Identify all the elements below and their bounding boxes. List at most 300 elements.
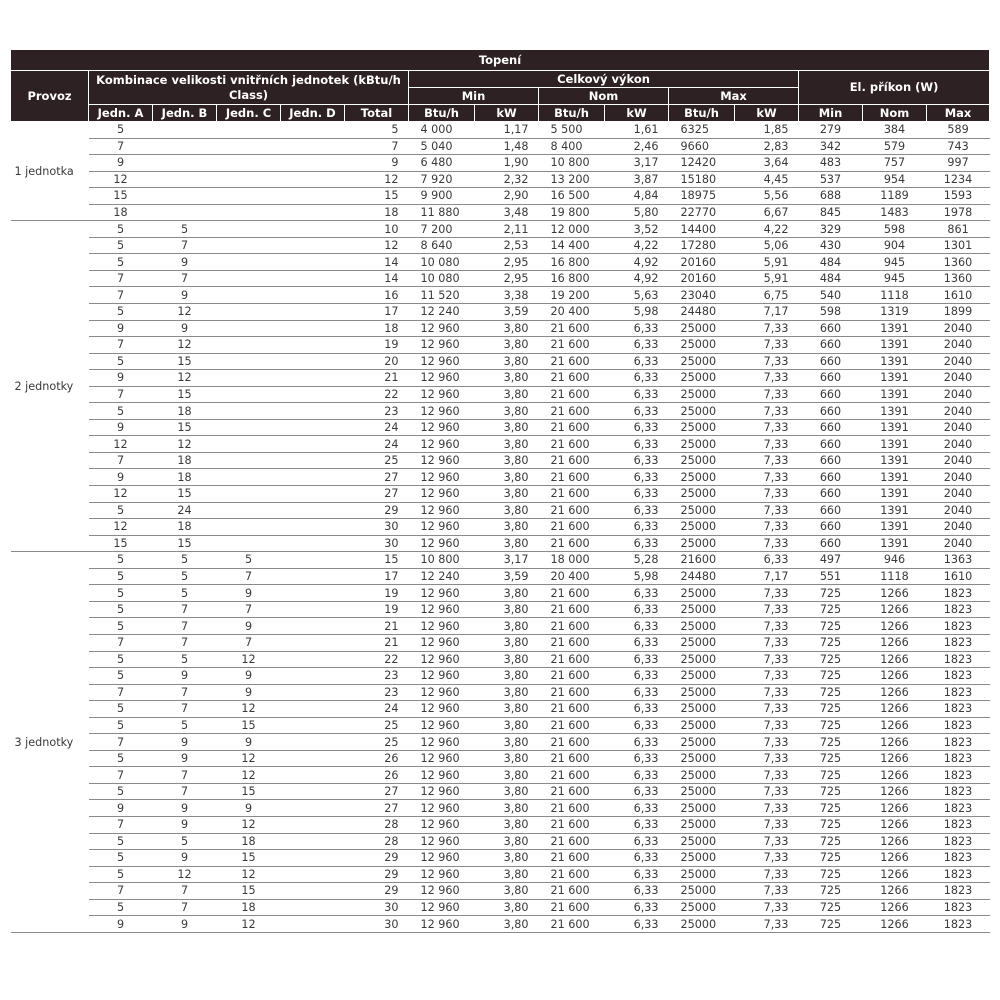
cell-jedn-a: 5 bbox=[89, 254, 153, 271]
table-row bbox=[11, 337, 990, 354]
cell-prikon-nom: 1266 bbox=[863, 883, 927, 900]
cell-max-kw: 7,33 bbox=[735, 618, 799, 635]
cell-max-kw: 6,33 bbox=[735, 552, 799, 569]
cell-prikon-min: 725 bbox=[799, 866, 863, 883]
cell-nom-btu: 21 600 bbox=[539, 502, 605, 519]
cell-jedn-c: 15 bbox=[217, 850, 281, 867]
cell-nom-kw: 6,33 bbox=[605, 916, 669, 933]
cell-max-btu: 25000 bbox=[669, 833, 735, 850]
cell-max-btu: 25000 bbox=[669, 800, 735, 817]
cell-max-kw: 7,33 bbox=[735, 734, 799, 751]
cell-max-kw: 2,83 bbox=[735, 138, 799, 155]
cell-prikon-nom: 946 bbox=[863, 552, 927, 569]
cell-max-kw: 7,33 bbox=[735, 337, 799, 354]
cell-prikon-min: 484 bbox=[799, 270, 863, 287]
cell-total: 14 bbox=[345, 270, 409, 287]
cell-prikon-max: 2040 bbox=[927, 337, 990, 354]
cell-total: 29 bbox=[345, 502, 409, 519]
cell-min-btu: 12 960 bbox=[409, 618, 475, 635]
cell-prikon-max: 1823 bbox=[927, 684, 990, 701]
cell-prikon-min: 725 bbox=[799, 883, 863, 900]
cell-prikon-nom: 757 bbox=[863, 155, 927, 172]
cell-jedn-d bbox=[281, 585, 345, 602]
cell-prikon-max: 1823 bbox=[927, 717, 990, 734]
cell-min-btu: 12 960 bbox=[409, 519, 475, 536]
cell-jedn-d bbox=[281, 171, 345, 188]
cell-max-btu: 25000 bbox=[669, 750, 735, 767]
cell-prikon-max: 2040 bbox=[927, 370, 990, 387]
table-row bbox=[11, 304, 990, 321]
cell-jedn-a: 18 bbox=[89, 204, 153, 221]
cell-total: 25 bbox=[345, 717, 409, 734]
cell-prikon-max: 1978 bbox=[927, 204, 990, 221]
cell-jedn-d bbox=[281, 337, 345, 354]
cell-jedn-a: 5 bbox=[89, 899, 153, 916]
cell-max-kw: 6,75 bbox=[735, 287, 799, 304]
cell-jedn-d bbox=[281, 866, 345, 883]
cell-prikon-min: 725 bbox=[799, 816, 863, 833]
table-row bbox=[11, 502, 990, 519]
cell-jedn-c bbox=[217, 138, 281, 155]
cell-jedn-c bbox=[217, 122, 281, 139]
cell-jedn-d bbox=[281, 634, 345, 651]
cell-prikon-min: 725 bbox=[799, 651, 863, 668]
table-row bbox=[11, 850, 990, 867]
cell-min-btu: 12 960 bbox=[409, 337, 475, 354]
col-header: kW bbox=[735, 105, 799, 122]
cell-jedn-a: 5 bbox=[89, 668, 153, 685]
cell-prikon-nom: 1266 bbox=[863, 767, 927, 784]
cell-min-btu: 12 960 bbox=[409, 502, 475, 519]
table-row bbox=[11, 452, 990, 469]
cell-total: 17 bbox=[345, 568, 409, 585]
cell-nom-btu: 21 600 bbox=[539, 519, 605, 536]
cell-min-btu: 10 080 bbox=[409, 270, 475, 287]
col-header: Jedn. B bbox=[153, 105, 217, 122]
cell-jedn-b: 5 bbox=[153, 585, 217, 602]
cell-min-kw: 3,59 bbox=[475, 304, 539, 321]
cell-nom-btu: 10 800 bbox=[539, 155, 605, 172]
cell-prikon-max: 2040 bbox=[927, 353, 990, 370]
table-row bbox=[11, 767, 990, 784]
cell-min-kw: 3,80 bbox=[475, 916, 539, 933]
cell-prikon-nom: 1266 bbox=[863, 783, 927, 800]
cell-min-kw: 3,80 bbox=[475, 866, 539, 883]
cell-max-btu: 25000 bbox=[669, 353, 735, 370]
cell-prikon-min: 725 bbox=[799, 585, 863, 602]
cell-jedn-d bbox=[281, 568, 345, 585]
cell-max-btu: 25000 bbox=[669, 519, 735, 536]
provoz-label: 1 jednotka bbox=[11, 122, 89, 221]
cell-jedn-b: 18 bbox=[153, 519, 217, 536]
table-row bbox=[11, 634, 990, 651]
cell-prikon-min: 725 bbox=[799, 833, 863, 850]
cell-nom-kw: 6,33 bbox=[605, 535, 669, 552]
table-row bbox=[11, 320, 990, 337]
cell-jedn-d bbox=[281, 138, 345, 155]
cell-jedn-d bbox=[281, 734, 345, 751]
cell-nom-btu: 21 600 bbox=[539, 833, 605, 850]
cell-min-kw: 3,80 bbox=[475, 370, 539, 387]
table-title: Topení bbox=[11, 50, 990, 71]
cell-jedn-a: 9 bbox=[89, 469, 153, 486]
cell-prikon-max: 1823 bbox=[927, 866, 990, 883]
cell-jedn-a: 5 bbox=[89, 651, 153, 668]
cell-jedn-d bbox=[281, 800, 345, 817]
cell-jedn-d bbox=[281, 452, 345, 469]
table-row bbox=[11, 122, 990, 139]
cell-min-kw: 3,80 bbox=[475, 833, 539, 850]
cell-total: 19 bbox=[345, 601, 409, 618]
table-header bbox=[11, 50, 990, 122]
cell-max-btu: 25000 bbox=[669, 668, 735, 685]
cell-jedn-b bbox=[153, 171, 217, 188]
cell-min-btu: 11 880 bbox=[409, 204, 475, 221]
cell-min-btu: 12 960 bbox=[409, 800, 475, 817]
cell-jedn-d bbox=[281, 717, 345, 734]
cell-prikon-min: 540 bbox=[799, 287, 863, 304]
cell-jedn-d bbox=[281, 502, 345, 519]
cell-prikon-nom: 954 bbox=[863, 171, 927, 188]
cell-max-btu: 25000 bbox=[669, 651, 735, 668]
cell-prikon-max: 2040 bbox=[927, 386, 990, 403]
cell-jedn-c: 12 bbox=[217, 750, 281, 767]
cell-jedn-c: 7 bbox=[217, 634, 281, 651]
cell-jedn-b: 12 bbox=[153, 866, 217, 883]
table-row bbox=[11, 188, 990, 205]
cell-nom-kw: 6,33 bbox=[605, 850, 669, 867]
cell-prikon-nom: 384 bbox=[863, 122, 927, 139]
cell-min-kw: 3,80 bbox=[475, 899, 539, 916]
cell-max-btu: 25000 bbox=[669, 883, 735, 900]
cell-jedn-b: 24 bbox=[153, 502, 217, 519]
cell-nom-btu: 16 500 bbox=[539, 188, 605, 205]
table-row bbox=[11, 800, 990, 817]
cell-min-kw: 3,80 bbox=[475, 883, 539, 900]
cell-prikon-max: 1823 bbox=[927, 651, 990, 668]
cell-prikon-min: 551 bbox=[799, 568, 863, 585]
cell-prikon-nom: 1266 bbox=[863, 899, 927, 916]
cell-prikon-nom: 1391 bbox=[863, 370, 927, 387]
cell-prikon-max: 1823 bbox=[927, 701, 990, 718]
cell-min-btu: 12 960 bbox=[409, 833, 475, 850]
cell-max-btu: 24480 bbox=[669, 304, 735, 321]
cell-total: 21 bbox=[345, 370, 409, 387]
cell-jedn-a: 5 bbox=[89, 717, 153, 734]
cell-nom-kw: 6,33 bbox=[605, 750, 669, 767]
cell-prikon-max: 1899 bbox=[927, 304, 990, 321]
cell-jedn-d bbox=[281, 486, 345, 503]
cell-nom-btu: 21 600 bbox=[539, 370, 605, 387]
cell-prikon-min: 725 bbox=[799, 717, 863, 734]
cell-jedn-b: 9 bbox=[153, 816, 217, 833]
cell-jedn-a: 7 bbox=[89, 386, 153, 403]
cell-max-kw: 7,17 bbox=[735, 568, 799, 585]
cell-nom-btu: 13 200 bbox=[539, 171, 605, 188]
cell-jedn-b: 5 bbox=[153, 833, 217, 850]
cell-jedn-d bbox=[281, 651, 345, 668]
table-row bbox=[11, 370, 990, 387]
cell-jedn-b: 7 bbox=[153, 601, 217, 618]
cell-nom-btu: 21 600 bbox=[539, 651, 605, 668]
cell-max-kw: 7,33 bbox=[735, 866, 799, 883]
cell-prikon-max: 2040 bbox=[927, 519, 990, 536]
cell-jedn-b bbox=[153, 138, 217, 155]
cell-max-btu: 25000 bbox=[669, 783, 735, 800]
col-header: Nom bbox=[863, 105, 927, 122]
cell-min-kw: 3,80 bbox=[475, 469, 539, 486]
cell-max-btu: 25000 bbox=[669, 436, 735, 453]
cell-jedn-d bbox=[281, 701, 345, 718]
cell-prikon-max: 1823 bbox=[927, 916, 990, 933]
cell-nom-btu: 21 600 bbox=[539, 717, 605, 734]
kombinace-header: Kombinace velikosti vnitřních jednotek (kBtu/h Class) bbox=[89, 71, 409, 105]
cell-min-btu: 12 960 bbox=[409, 436, 475, 453]
cell-jedn-c bbox=[217, 535, 281, 552]
cell-prikon-nom: 1266 bbox=[863, 651, 927, 668]
cell-nom-kw: 6,33 bbox=[605, 866, 669, 883]
cell-prikon-min: 660 bbox=[799, 452, 863, 469]
cell-max-btu: 25000 bbox=[669, 419, 735, 436]
cell-jedn-d bbox=[281, 436, 345, 453]
cell-prikon-nom: 945 bbox=[863, 270, 927, 287]
cell-prikon-nom: 1391 bbox=[863, 320, 927, 337]
cell-prikon-min: 725 bbox=[799, 601, 863, 618]
col-header: Btu/h bbox=[539, 105, 605, 122]
table-row bbox=[11, 171, 990, 188]
cell-min-kw: 3,80 bbox=[475, 734, 539, 751]
cell-max-btu: 25000 bbox=[669, 734, 735, 751]
cell-prikon-max: 1610 bbox=[927, 568, 990, 585]
cell-min-btu: 7 920 bbox=[409, 171, 475, 188]
cell-jedn-c bbox=[217, 304, 281, 321]
cell-max-btu: 18975 bbox=[669, 188, 735, 205]
cell-nom-kw: 6,33 bbox=[605, 601, 669, 618]
cell-prikon-max: 1823 bbox=[927, 883, 990, 900]
cell-min-btu: 12 960 bbox=[409, 734, 475, 751]
cell-min-btu: 12 960 bbox=[409, 701, 475, 718]
cell-max-kw: 7,33 bbox=[735, 800, 799, 817]
cell-jedn-d bbox=[281, 237, 345, 254]
cell-jedn-c: 15 bbox=[217, 783, 281, 800]
cell-prikon-max: 1823 bbox=[927, 783, 990, 800]
cell-jedn-c bbox=[217, 287, 281, 304]
cell-prikon-min: 598 bbox=[799, 304, 863, 321]
cell-max-btu: 25000 bbox=[669, 618, 735, 635]
cell-min-kw: 2,90 bbox=[475, 188, 539, 205]
table-row bbox=[11, 287, 990, 304]
cell-prikon-max: 743 bbox=[927, 138, 990, 155]
cell-prikon-max: 589 bbox=[927, 122, 990, 139]
cell-max-kw: 4,45 bbox=[735, 171, 799, 188]
cell-jedn-a: 5 bbox=[89, 701, 153, 718]
cell-total: 22 bbox=[345, 386, 409, 403]
cell-nom-kw: 5,80 bbox=[605, 204, 669, 221]
cell-prikon-min: 660 bbox=[799, 403, 863, 420]
cell-nom-kw: 5,98 bbox=[605, 304, 669, 321]
cell-prikon-nom: 904 bbox=[863, 237, 927, 254]
table-row bbox=[11, 419, 990, 436]
cell-prikon-min: 725 bbox=[799, 684, 863, 701]
cell-max-btu: 25000 bbox=[669, 717, 735, 734]
cell-nom-kw: 6,33 bbox=[605, 519, 669, 536]
cell-max-btu: 25000 bbox=[669, 816, 735, 833]
cell-nom-kw: 6,33 bbox=[605, 403, 669, 420]
col-header: Jedn. C bbox=[217, 105, 281, 122]
cell-total: 9 bbox=[345, 155, 409, 172]
cell-nom-kw: 6,33 bbox=[605, 353, 669, 370]
cell-prikon-min: 725 bbox=[799, 618, 863, 635]
cell-jedn-a: 15 bbox=[89, 535, 153, 552]
cell-min-kw: 3,80 bbox=[475, 800, 539, 817]
col-header: kW bbox=[605, 105, 669, 122]
cell-jedn-b: 12 bbox=[153, 337, 217, 354]
cell-min-kw: 3,80 bbox=[475, 684, 539, 701]
cell-jedn-d bbox=[281, 833, 345, 850]
cell-jedn-b: 18 bbox=[153, 469, 217, 486]
cell-nom-kw: 6,33 bbox=[605, 883, 669, 900]
el-prikon-header: El. příkon (W) bbox=[799, 71, 990, 105]
cell-min-btu: 12 960 bbox=[409, 899, 475, 916]
cell-max-btu: 25000 bbox=[669, 486, 735, 503]
cell-prikon-nom: 1266 bbox=[863, 734, 927, 751]
cell-min-kw: 3,80 bbox=[475, 403, 539, 420]
cell-nom-kw: 5,28 bbox=[605, 552, 669, 569]
cell-jedn-a: 7 bbox=[89, 767, 153, 784]
cell-max-btu: 25000 bbox=[669, 469, 735, 486]
cell-min-kw: 3,80 bbox=[475, 353, 539, 370]
cell-jedn-d bbox=[281, 552, 345, 569]
cell-prikon-max: 2040 bbox=[927, 469, 990, 486]
cell-max-kw: 7,33 bbox=[735, 419, 799, 436]
cell-min-btu: 12 960 bbox=[409, 419, 475, 436]
cell-max-kw: 7,33 bbox=[735, 535, 799, 552]
cell-nom-btu: 21 600 bbox=[539, 535, 605, 552]
cell-prikon-nom: 1391 bbox=[863, 353, 927, 370]
cell-min-kw: 3,48 bbox=[475, 204, 539, 221]
table-row bbox=[11, 601, 990, 618]
cell-max-kw: 7,33 bbox=[735, 502, 799, 519]
cell-nom-kw: 6,33 bbox=[605, 668, 669, 685]
cell-prikon-min: 725 bbox=[799, 800, 863, 817]
cell-prikon-nom: 1266 bbox=[863, 916, 927, 933]
cell-jedn-c: 9 bbox=[217, 734, 281, 751]
cell-jedn-b: 12 bbox=[153, 304, 217, 321]
cell-total: 26 bbox=[345, 767, 409, 784]
cell-jedn-d bbox=[281, 304, 345, 321]
cell-total: 27 bbox=[345, 486, 409, 503]
cell-jedn-d bbox=[281, 287, 345, 304]
cell-total: 23 bbox=[345, 684, 409, 701]
cell-total: 17 bbox=[345, 304, 409, 321]
cell-prikon-nom: 1391 bbox=[863, 535, 927, 552]
cell-total: 7 bbox=[345, 138, 409, 155]
cell-min-btu: 12 960 bbox=[409, 403, 475, 420]
cell-prikon-max: 1823 bbox=[927, 800, 990, 817]
cell-prikon-min: 725 bbox=[799, 701, 863, 718]
cell-max-kw: 7,33 bbox=[735, 668, 799, 685]
cell-jedn-a: 5 bbox=[89, 403, 153, 420]
cell-min-btu: 12 960 bbox=[409, 320, 475, 337]
cell-prikon-min: 845 bbox=[799, 204, 863, 221]
table-row bbox=[11, 651, 990, 668]
cell-total: 25 bbox=[345, 734, 409, 751]
cell-jedn-a: 5 bbox=[89, 618, 153, 635]
cell-jedn-c: 18 bbox=[217, 833, 281, 850]
cell-jedn-a: 7 bbox=[89, 270, 153, 287]
cell-min-kw: 3,80 bbox=[475, 634, 539, 651]
table-row bbox=[11, 436, 990, 453]
cell-max-btu: 21600 bbox=[669, 552, 735, 569]
cell-prikon-max: 997 bbox=[927, 155, 990, 172]
table-row bbox=[11, 353, 990, 370]
cell-jedn-a: 5 bbox=[89, 585, 153, 602]
cell-max-kw: 7,33 bbox=[735, 519, 799, 536]
cell-nom-kw: 6,33 bbox=[605, 684, 669, 701]
cell-jedn-d bbox=[281, 254, 345, 271]
cell-prikon-max: 1823 bbox=[927, 634, 990, 651]
cell-prikon-nom: 1266 bbox=[863, 717, 927, 734]
cell-nom-btu: 21 600 bbox=[539, 601, 605, 618]
cell-jedn-b: 7 bbox=[153, 684, 217, 701]
cell-total: 30 bbox=[345, 899, 409, 916]
cell-max-kw: 7,33 bbox=[735, 320, 799, 337]
cell-nom-kw: 6,33 bbox=[605, 419, 669, 436]
cell-jedn-b: 7 bbox=[153, 618, 217, 635]
cell-jedn-b: 9 bbox=[153, 668, 217, 685]
cell-prikon-nom: 1266 bbox=[863, 684, 927, 701]
cell-max-btu: 23040 bbox=[669, 287, 735, 304]
cell-jedn-a: 7 bbox=[89, 138, 153, 155]
cell-max-btu: 25000 bbox=[669, 684, 735, 701]
cell-nom-kw: 6,33 bbox=[605, 634, 669, 651]
cell-nom-btu: 21 600 bbox=[539, 618, 605, 635]
cell-prikon-min: 660 bbox=[799, 320, 863, 337]
col-header: Jedn. A bbox=[89, 105, 153, 122]
cell-nom-btu: 20 400 bbox=[539, 568, 605, 585]
cell-total: 29 bbox=[345, 883, 409, 900]
cell-jedn-c bbox=[217, 436, 281, 453]
cell-prikon-min: 660 bbox=[799, 436, 863, 453]
cell-max-kw: 7,33 bbox=[735, 750, 799, 767]
cell-jedn-a: 7 bbox=[89, 287, 153, 304]
col-header: Min bbox=[799, 105, 863, 122]
cell-jedn-b: 15 bbox=[153, 535, 217, 552]
table-row bbox=[11, 668, 990, 685]
cell-max-kw: 7,33 bbox=[735, 403, 799, 420]
cell-jedn-b: 7 bbox=[153, 237, 217, 254]
table-row bbox=[11, 138, 990, 155]
cell-jedn-b bbox=[153, 188, 217, 205]
cell-min-kw: 3,80 bbox=[475, 519, 539, 536]
cell-min-kw: 1,48 bbox=[475, 138, 539, 155]
cell-min-btu: 10 080 bbox=[409, 254, 475, 271]
cell-prikon-nom: 1266 bbox=[863, 833, 927, 850]
cell-jedn-d bbox=[281, 386, 345, 403]
cell-max-btu: 25000 bbox=[669, 601, 735, 618]
col-header: Btu/h bbox=[669, 105, 735, 122]
cell-jedn-a: 9 bbox=[89, 800, 153, 817]
cell-prikon-nom: 1189 bbox=[863, 188, 927, 205]
cell-jedn-c: 5 bbox=[217, 552, 281, 569]
cell-nom-btu: 21 600 bbox=[539, 883, 605, 900]
cell-min-btu: 12 960 bbox=[409, 585, 475, 602]
table-row bbox=[11, 204, 990, 221]
cell-min-btu: 10 800 bbox=[409, 552, 475, 569]
cell-prikon-max: 1823 bbox=[927, 601, 990, 618]
cell-max-kw: 6,67 bbox=[735, 204, 799, 221]
cell-prikon-min: 660 bbox=[799, 353, 863, 370]
